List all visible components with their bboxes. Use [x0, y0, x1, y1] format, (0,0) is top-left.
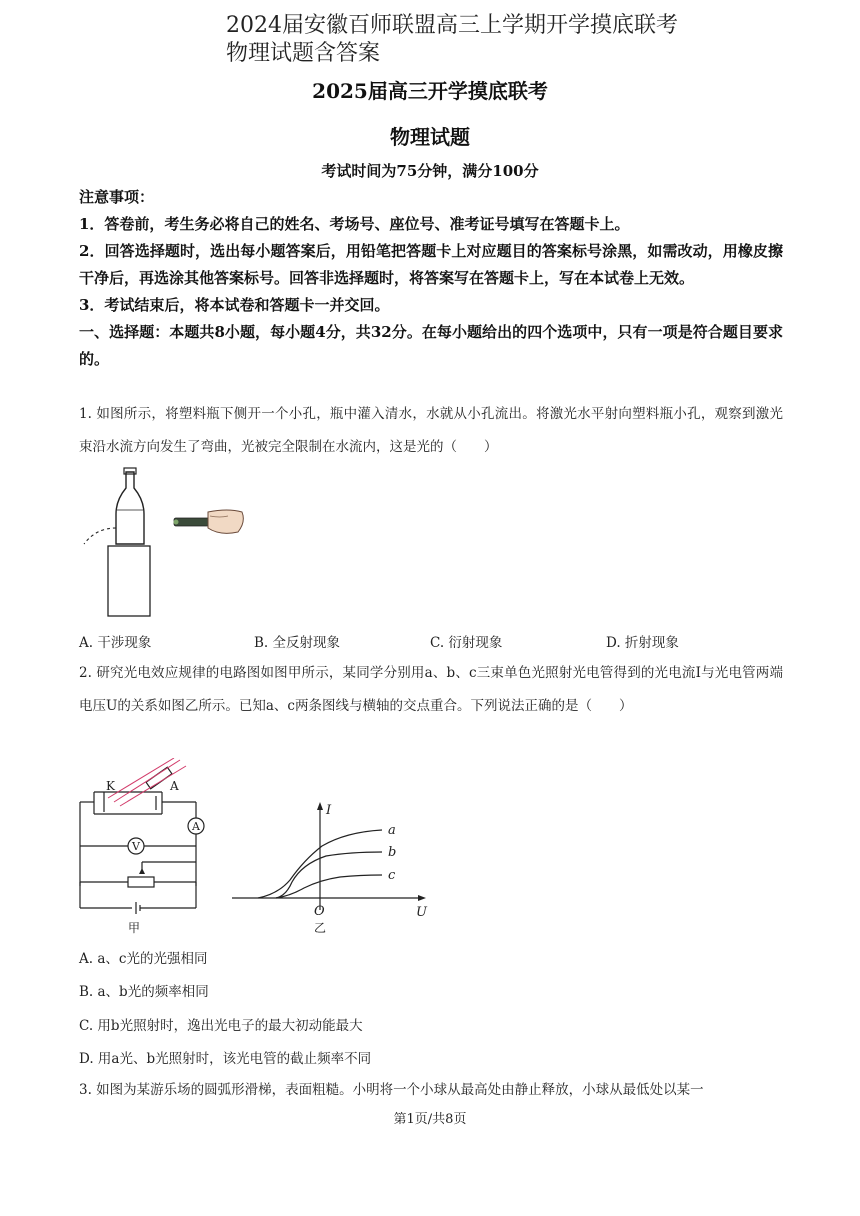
curve-b-label: b — [388, 845, 397, 860]
cathode-label: K — [106, 779, 115, 793]
q2-option-d: D. 用a光、b光照射时，该光电管的截止频率不同 — [79, 1051, 372, 1067]
stand-block — [108, 546, 150, 616]
q2-option-c: C. 用b光照射时，逸出光电子的最大初动能最大 — [79, 1018, 363, 1034]
bottle-laser-figure — [78, 466, 248, 618]
circuit-diagram — [76, 758, 216, 938]
document-title — [226, 12, 678, 68]
time-info: 考试时间为75分钟，满分100分 — [321, 162, 539, 180]
note-item: 1．答卷前，考生务必将自己的姓名、考场号、座位号、准考证号填写在答题卡上。 — [79, 215, 630, 233]
question-3-stem: 3. 如图为某游乐场的圆弧形滑梯，表面粗糙。小明将一个小球从最高处由静止释放，小球从最低处以某一 — [79, 1082, 704, 1098]
origin-label: O — [314, 904, 325, 919]
q1-option-c: C. 衍射现象 — [430, 635, 503, 651]
notes-heading: 注意事项： — [79, 188, 155, 206]
document-title-line-1: 2024届安徽百师联盟高三上学期开学摸底联考 — [226, 13, 678, 38]
voltmeter-label: V — [132, 840, 140, 853]
curve-a-label: a — [388, 823, 396, 838]
figure-b-caption: 乙 — [314, 921, 327, 935]
anode-label: A — [170, 779, 179, 793]
x-axis-label: U — [416, 905, 427, 920]
note-item: 3．考试结束后，将本试卷和答题卡一并交回。 — [79, 296, 390, 314]
exam-title: 2025届高三开学摸底联考 — [312, 79, 548, 103]
question-2-stem: 2. 研究光电效应规律的电路图如图甲所示，某同学分别用a、b、c三束单色光照射光电管得到的光电流I与光电管两端电压U的关系如图乙所示。已知a、c两条图线与横轴的交点重合。下列说法正确的是（ ） — [79, 665, 783, 714]
section-heading: 一、选择题：本题共8小题，每小题4分，共32分。在每小题给出的四个选项中，只有一项是符合题目要求的。 — [79, 323, 783, 368]
curve-c-label: c — [388, 868, 396, 883]
q1-option-a: A. 干涉现象 — [79, 635, 152, 651]
bottle-icon — [116, 468, 144, 544]
notes-block — [79, 184, 783, 373]
laser-pointer-icon — [174, 510, 244, 533]
q2-option-a: A. a、c光的光强相同 — [79, 951, 208, 967]
figure-a-caption: 甲 — [128, 921, 141, 935]
note-item: 2．回答选择题时，选出每小题答案后，用铅笔把答题卡上对应题目的答案标号涂黑，如需改动，用橡皮擦干净后，再选涂其他答案标号。回答非选择题时，将答案写在答题卡上，写在本试卷上无效。 — [79, 242, 783, 287]
ammeter-label: A — [192, 820, 200, 833]
q2-option-b: B. a、b光的频率相同 — [79, 984, 209, 1000]
question-1-stem: 1. 如图所示，将塑料瓶下侧开一个小孔，瓶中灌入清水，水就从小孔流出。将激光水平射向塑料瓶小孔，观察到激光束沿水流方向发生了弯曲，光被完全限制在水流内，这是光的（ ） — [79, 406, 783, 455]
y-axis-label: I — [326, 803, 332, 818]
q1-option-d: D. 折射现象 — [606, 635, 679, 651]
q1-option-b: B. 全反射现象 — [254, 635, 341, 651]
document-title-line-2: 物理试题含答案 — [226, 41, 381, 66]
iu-graph — [230, 798, 430, 940]
water-stream — [84, 528, 116, 544]
page-number: 第1页/共8页 — [393, 1112, 467, 1127]
subject-title: 物理试题 — [390, 125, 470, 149]
